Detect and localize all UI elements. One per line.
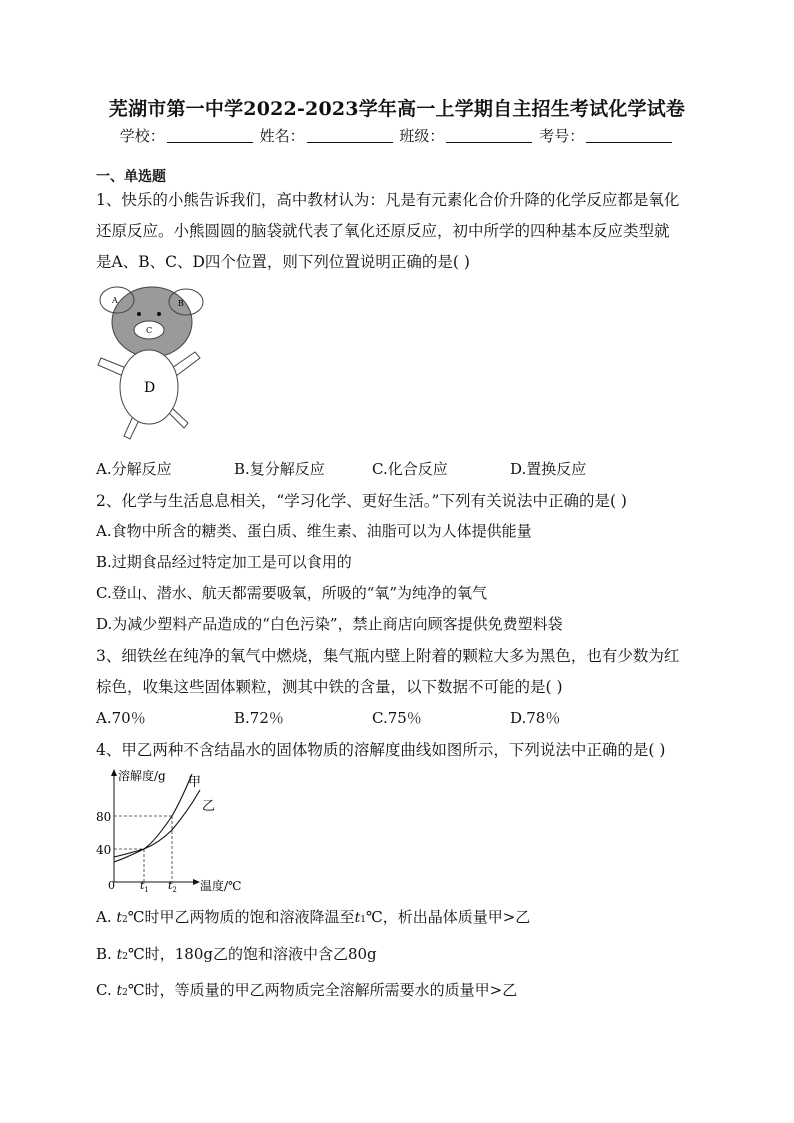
q4-option-a[interactable]: A. t2℃时甲乙两物质的饱和溶液降温至t1℃，析出晶体质量甲>乙	[96, 908, 531, 926]
y-tick-40: 40	[96, 843, 112, 857]
bear-eye-right	[157, 312, 161, 316]
y-axis-label: 溶解度/g	[118, 769, 166, 783]
q3-option-a[interactable]: A.70％	[96, 709, 146, 727]
q4-option-c[interactable]: C. t2℃时，等质量的甲乙两物质完全溶解所需要水的质量甲>乙	[96, 981, 518, 999]
series-label-yi: 乙	[202, 799, 216, 814]
q2-option-d[interactable]: D.为减少塑料产品造成的“白色污染”，禁止商店向顾客提供免费塑料袋	[96, 615, 563, 633]
school-blank[interactable]	[167, 128, 253, 143]
q2-option-a[interactable]: A.食物中所含的糖类、蛋白质、维生素、油脂可以为人体提供能量	[96, 522, 532, 540]
q3-option-c[interactable]: C.75％	[372, 709, 422, 727]
t2-symbol: t2	[116, 910, 128, 926]
q1-option-a[interactable]: A.分解反应	[96, 460, 172, 478]
q3-option-b[interactable]: B.72％	[234, 709, 284, 727]
bear-diagram	[92, 284, 212, 444]
label-c: C	[146, 326, 153, 335]
q3-line-1: 3、细铁丝在纯净的氧气中燃烧，集气瓶内壁上附着的颗粒大多为黑色，也有少数为红	[96, 647, 680, 665]
t1-symbol: t1	[354, 910, 366, 926]
q3-option-d[interactable]: D.78％	[510, 709, 561, 727]
class-blank[interactable]	[446, 128, 532, 143]
label-d: D	[144, 380, 156, 396]
name-label: 姓名：	[259, 127, 305, 145]
section-title: 一、单选题	[96, 169, 166, 185]
q3-line-2: 棕色，收集这些固体颗粒，测其中铁的含量，以下数据不可能的是( )	[96, 678, 563, 696]
q1-option-c[interactable]: C.化合反应	[372, 460, 448, 478]
q4-option-b[interactable]: B. t2℃时，180g乙的饱和溶液中含乙80g	[96, 945, 377, 963]
label-a: A	[112, 296, 118, 305]
page-title: 芜湖市第一中学2022-2023学年高一上学期自主招生考试化学试卷	[108, 98, 686, 120]
series-label-jia: 甲	[188, 775, 202, 790]
q1-options	[96, 458, 716, 479]
class-label: 班级：	[399, 127, 445, 145]
x-tick-t2: $t_2$	[168, 879, 177, 894]
exam-no-blank[interactable]	[586, 128, 672, 143]
q1-line-1: 1、快乐的小熊告诉我们，高中教材认为：凡是有元素化合价升降的化学反应都是氧化	[96, 191, 680, 209]
curve-yi	[114, 790, 200, 857]
y-tick-80: 80	[96, 810, 112, 824]
q1-line-3: 是A、B、C、D四个位置，则下列位置说明正确的是( )	[96, 253, 470, 271]
origin-label: 0	[108, 879, 115, 892]
student-info-row	[0, 125, 794, 146]
exam-no-label: 考号：	[539, 127, 585, 145]
x-axis-arrow	[193, 879, 200, 885]
y-axis-arrow	[111, 769, 117, 776]
q2-option-b[interactable]: B.过期食品经过特定加工是可以食用的	[96, 553, 352, 571]
q2-option-c[interactable]: C.登山、潜水、航天都需要吸氧，所吸的“氧”为纯净的氧气	[96, 584, 488, 602]
q1-option-d[interactable]: D.置换反应	[510, 460, 587, 478]
solubility-chart	[92, 766, 262, 896]
label-b: B	[178, 299, 184, 308]
school-label: 学校：	[119, 127, 165, 145]
q2-stem: 2、化学与生活息息相关，“学习化学、更好生活。”下列有关说法中正确的是( )	[96, 492, 627, 510]
name-blank[interactable]	[307, 128, 393, 143]
t2-symbol: t2	[116, 947, 128, 963]
q4-stem: 4、甲乙两种不含结晶水的固体物质的溶解度曲线如图所示，下列说法中正确的是( )	[96, 741, 666, 759]
q1-option-b[interactable]: B.复分解反应	[234, 460, 325, 478]
x-tick-t1: $t_1$	[140, 879, 149, 894]
t2-symbol: t2	[116, 983, 128, 999]
q3-options	[96, 707, 716, 728]
q1-line-2: 还原反应。小熊圆圆的脑袋就代表了氧化还原反应，初中所学的四种基本反应类型就	[96, 222, 670, 240]
x-axis-label: 温度/℃	[200, 879, 242, 893]
bear-eye-left	[137, 312, 141, 316]
